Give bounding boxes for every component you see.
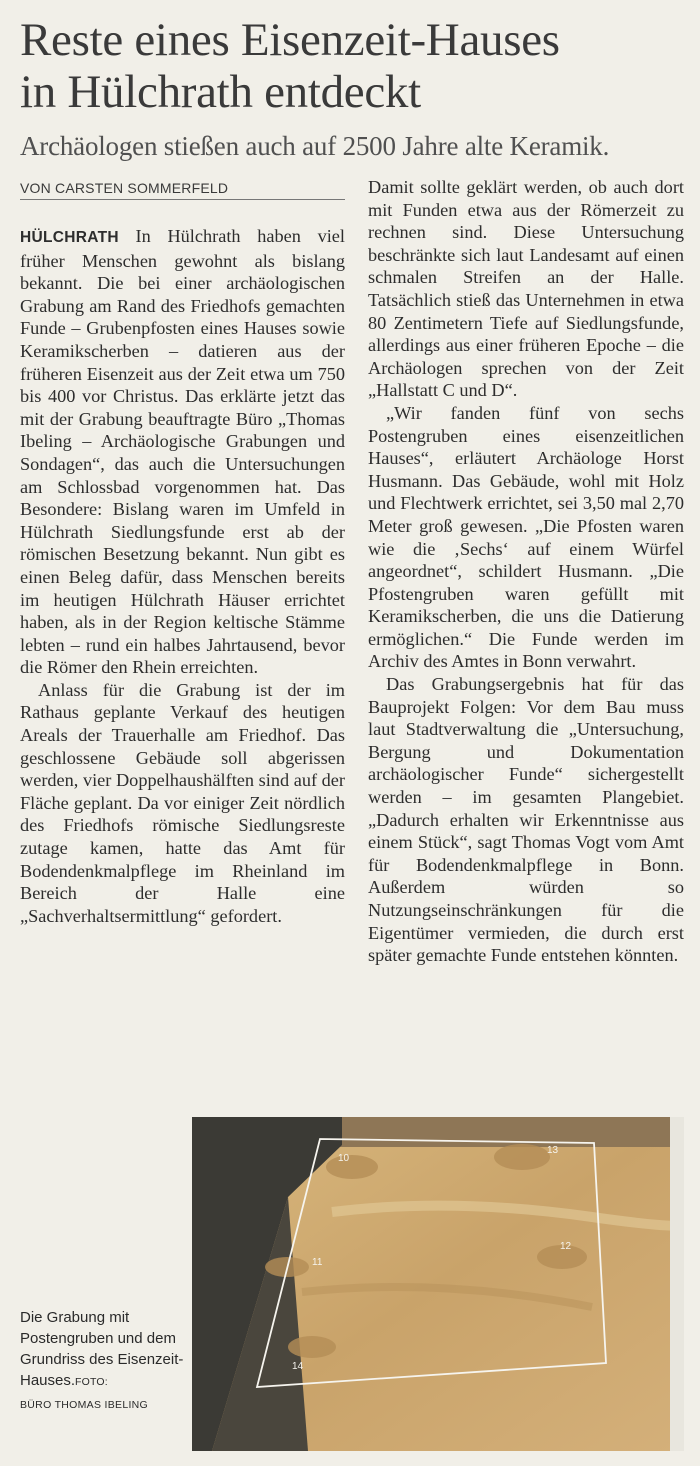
grid-label: 11 xyxy=(312,1257,323,1268)
photo-right-edge xyxy=(670,1117,684,1451)
headline xyxy=(20,14,685,118)
paragraph-4: „Wir fanden fünf von sechs Postengruben eines eisenzeitlichen Hauses“, erläutert Archäologe Horst Husmann. Das Gebäude, wohl mit Holz und Flechtwerk errichtet, sei 3,50 mal 2,70 Meter groß gewesen. „Die Pfosten waren wie die ‚Sechs‘ auf einem Würfel angeordnet“, schildert Husmann. „Die Pfostengruben waren gefüllt mit Keramikscherben, die uns die Datierung ermöglichen.“ Die Funde werden im Archiv des Amtes in Bonn verwahrt. xyxy=(368,402,684,672)
caption-credit-label: FOTO: xyxy=(75,1376,108,1388)
headline-line-2: in Hülchrath entdeckt xyxy=(20,66,421,118)
excavation-photo xyxy=(192,1117,684,1451)
post-pit xyxy=(288,1336,336,1358)
photo-caption xyxy=(20,1307,188,1416)
headline-line-1: Reste eines Eisenzeit-Hauses xyxy=(20,14,560,66)
paragraph-2: Anlass für die Grabung ist der im Rathaus geplante Verkauf des heutigen Areals der Trauerhalle am Friedhof. Das geschlossene Gebäude soll abgerissen werden, vier Doppelhaushälften sind auf der Fläche geplant. Da vor einiger Zeit nördlich des Friedhofs römische Siedlungsreste zutage kamen, hatte das Amt für Bodendenkmalpflege im Rheinland im Bereich der Halle eine „Sachverhaltsermittlung“ gefordert. xyxy=(20,679,345,926)
grid-label: 10 xyxy=(338,1153,350,1164)
paragraph-1-text: In Hülchrath haben viel früher Menschen gewohnt als bislang bekannt. Die bei einer archäologischen Grabung am Rand des Friedhofs gemachten Funde – Grubenpfosten eines Hauses sowie Keramikscherben – datieren aus der früheren Eisenzeit aus der Zeit etwa um 750 bis 400 vor Christus. Das erklärte jetzt das mit der Grabung beauftragte Büro „Thomas Ibeling – Archäologische Grabungen und Sondagen“, das auch die Untersuchungen am Schlossbad vorgenommen hat. Das Besondere: Bislang waren im Umfeld in Hülchrath Siedlungsfunde erst ab der römischen Besetzung bekannt. Nun gibt es einen Beleg dafür, dass Menschen bereits im heutigen Hülchrath Häuser errichtet haben, als in der Region keltische Stämme lebten – rund ein halbes Jahrtausend, bevor die Römer den Rhein erreichten. xyxy=(20,226,345,678)
article-column-left xyxy=(20,225,345,927)
grid-label: 13 xyxy=(547,1145,559,1156)
caption-credit-name: BÜRO THOMAS IBELING xyxy=(20,1399,149,1411)
paragraph-3: Damit sollte geklärt werden, ob auch dort mit Funden etwa aus der Römerzeit zu rechnen sind. Diese Untersuchung beschränkte sich laut Landesamt auf einen schmalen Streifen an der Halle. Tatsächlich stieß das Unternehmen in etwa 80 Zentimetern Tiefe auf Siedlungsfunde, allerdings aus einer früheren Epoche – die Archäologen sprechen von der Zeit „Hallstatt C und D“. xyxy=(368,177,684,401)
paragraph-5: Das Grabungsergebnis hat für das Bauprojekt Folgen: Vor dem Bau muss laut Stadtverwaltung die „Untersuchung, Bergung und Dokumentation archäologischer Funde“ sichergestellt werden – im gesamten Plangebiet. „Dadurch erhalten wir Erkenntnisse aus einem Stück“, sagt Thomas Vogt vom Amt für Bodendenkmalpflege in Bonn. Außerdem würden so Nutzungseinschränkungen für die Eigentümer vermieden, die durch erst später gemachte Funde entstehen könnten. xyxy=(368,674,684,966)
dateline: HÜLCHRATH xyxy=(20,229,119,246)
byline: VON CARSTEN SOMMERFELD xyxy=(20,180,345,200)
caption-text: Die Grabung mit Postengruben und dem Grundriss des Eisenzeit-Hauses. xyxy=(20,1309,184,1389)
article-column-right xyxy=(368,176,684,967)
paragraph-1 xyxy=(20,225,345,679)
post-pit xyxy=(494,1144,550,1170)
grid-label: 14 xyxy=(292,1361,304,1372)
subheadline: Archäologen stießen auch auf 2500 Jahre alte Keramik. xyxy=(20,131,610,161)
post-pit xyxy=(326,1155,378,1179)
grid-label: 12 xyxy=(560,1241,572,1252)
